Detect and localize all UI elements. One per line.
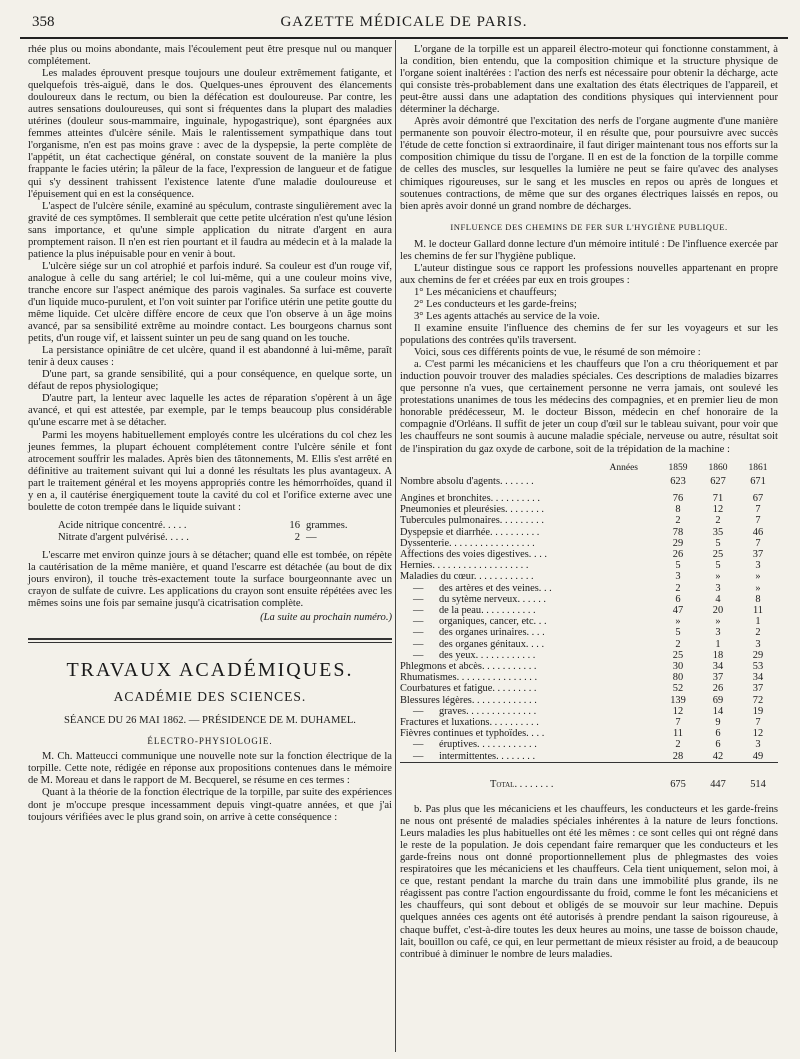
paragraph: D'une part, sa grande sensibilité, qui a pour conséquence, en quelque sorte, un défaut de repos physiologique;: [28, 369, 392, 393]
paragraph: rhée plus ou moins abondante, mais l'écoulement peut être presque nul ou manquer complétement.: [28, 44, 392, 68]
formula-quantity: 16: [289, 519, 300, 531]
cell: 69: [712, 694, 724, 706]
paragraph: Voici, sous ces différents points de vue, le résumé de son mémoire :: [414, 347, 701, 359]
cell: 12: [672, 705, 684, 717]
table-row: [400, 672, 778, 683]
table-total-row: [400, 767, 778, 790]
cell: 49: [752, 750, 764, 762]
paragraph: L'organe de la torpille est un appareil électro-moteur qui fonctionne constamment, à la condition, bien entendu, que la composition chimique et la structure physique de l'organe soient inaltérées : l'action des nerfs est nécessaire pour obtenir la décharge, acte qui consiste très-probablement dans une exaltation des états électriques de l'appareil, et peut-être aussi dans une adaptation des conditions physiques qui interviennent pour déterminer la décharge.: [400, 44, 778, 116]
row-label: Pneumonies et pleurésies. . . . . . . .: [400, 504, 545, 516]
cell: »: [755, 582, 761, 594]
cell: 7: [755, 537, 761, 549]
cell: 8: [675, 504, 681, 516]
table-row: [400, 751, 778, 763]
cell: 11: [672, 728, 683, 740]
paragraph: L'escarre met environ quinze jours à se détacher; quand elle est tombée, on répète la cautérisation de la même manière, et quand l'escarre est détachée (au bout de dix jours environ), il touche très-exactement toute la surface bourgeonnante avec un crayon de sulfate de cuivre. Les applications du crayon sont ensuite répétées avec les mêmes soins une fois par semaine jusqu'à cicatrisation complète.: [28, 549, 392, 610]
paragraph: Quant à la théorie de la fonction électrique de la torpille, par suite des expériences dont je m'occupe presque incessamment depuis vingt-quatre années, et que j'ai toujours vérifiées avec le plus grand soin, on arrive à cette conséquence :: [28, 787, 392, 823]
cell: 26: [672, 548, 684, 560]
formula-ingredient: Nitrate d'argent pulvérisé. . . . .: [58, 531, 189, 543]
cell: 11: [752, 604, 763, 616]
cell: 12: [712, 504, 724, 516]
cell: 2: [755, 627, 761, 639]
cell: 3: [755, 560, 761, 572]
cell: 3: [715, 582, 721, 594]
cell: 12: [752, 728, 764, 740]
paragraph: a. C'est parmi les mécaniciens et les chauffeurs que l'on a cru théoriquement et par induction pouvoir trouver des maladies spéciales. Ces descriptions de maladies bizarres que personne n'a vues, que certainement personne ne verra jamais, ont soulevé les protestations unanimes de tous les médecins des compagnies, et en premier lieu de mon honorable prédécesseur, M. le docteur Bisson, médecin en chef honoraire de la compagnie d'Orléans. Il suffit de jeter un coup d'œil sur le tableau suivant, pour voir que les chauffeurs ne sont soumis à aucune maladie spéciale, nerveuse ou autre, résultat soit de l'inspiration du gaz oxyde de carbone, soit de la trépidation de la machine :: [400, 359, 778, 455]
cell: 2: [675, 638, 681, 650]
table-row: [400, 583, 778, 594]
table-row: [400, 661, 778, 672]
row-label: — organiques, cancer, etc. . .: [400, 616, 547, 628]
row-label: — de la peau. . . . . . . . . . .: [400, 604, 536, 616]
paragraph: D'autre part, la lenteur avec laquelle les actes de réparation s'opèrent à un âge avancé, et qui est attestée, par exemple, par le temps beaucoup plus considérable qu'une escarre met à se détacher.: [28, 393, 392, 429]
table-row: [400, 695, 778, 706]
cell: 34: [752, 672, 764, 684]
formula-unit: grammes.: [306, 519, 348, 531]
table-header-year: 1860: [708, 462, 728, 473]
table-row: [400, 683, 778, 694]
subsection-title: ÉLECTRO-PHYSIOLOGIE.: [147, 736, 273, 747]
formula-line: [58, 520, 392, 532]
cell: 72: [752, 694, 764, 706]
formula-ingredient: Acide nitrique concentré. . . . .: [58, 519, 187, 531]
cell: 6: [715, 728, 721, 740]
cell: 37: [752, 683, 764, 695]
table-row: [400, 504, 778, 515]
formula-line: [58, 532, 392, 544]
cell: 7: [755, 717, 761, 729]
cell: 5: [675, 560, 681, 572]
paragraph: L'auteur distingue sous ce rapport les professions nouvelles appartenant en propre aux chemins de fer et créées par eux en trois groupes :: [400, 262, 778, 286]
row-label: Courbatures et fatigue. . . . . . . . .: [400, 683, 537, 695]
row-label: — graves. . . . . . . . . . . . . .: [400, 705, 537, 717]
cell: 6: [715, 739, 721, 751]
paragraph: Parmi les moyens habituellement employés contre les ulcérations du col chez les jeunes femmes, la plupart échouent complétement contre l'ulcère sénile et font atrocement souffrir les malades. Après bien des tâtonnements, M. Ellis s'est arrêté en définitive au traitement suivant qui lui a donné les résultats les plus avantageux. A part le traitement général et les moyens appropriés contre les hémorrhoïdes, quand il y en a, il cautérise énergiquement toute la cavité du col et l'orifice externe avec une boulette de coton trempée dans le liquide suivant :: [28, 429, 392, 513]
journal-title: GAZETTE MÉDICALE DE PARIS.: [280, 14, 528, 30]
row-label: Rhumatismes. . . . . . . . . . . . . . . .: [400, 672, 538, 684]
row-label: Dyspepsie et diarrhée. . . . . . . . . .: [400, 526, 540, 538]
table-row: [400, 594, 778, 605]
session-line: SÉANCE DU 26 MAI 1862. — PRÉSIDENCE DE M. DUHAMEL.: [64, 715, 356, 727]
row-label: Phlegmons et abcès. . . . . . . . . . .: [400, 661, 537, 672]
paragraph: La persistance opiniâtre de cet ulcère, quand il est abandonné à lui-même, paraît tenir à deux causes :: [28, 345, 392, 369]
page-number: 358: [32, 14, 55, 30]
cell: 7: [675, 717, 681, 729]
table-row: [400, 605, 778, 616]
table-row: [400, 616, 778, 627]
table-row: [400, 728, 778, 739]
cell: 53: [752, 661, 764, 672]
cell: 5: [675, 627, 681, 639]
cell: 35: [712, 526, 724, 538]
row-label: — intermittentes. . . . . . . .: [400, 750, 536, 762]
right-column: [400, 44, 778, 961]
row-label: Total. . . . . . . .: [490, 778, 554, 790]
cell: 52: [672, 683, 684, 695]
cell: 78: [672, 526, 684, 538]
paragraph: Il examine ensuite l'influence des chemins de fer sur les voyageurs et sur les populations des contrées qu'ils traversent.: [400, 323, 778, 347]
section-subtitle: ACADÉMIE DES SCIENCES.: [113, 689, 307, 705]
cell: 9: [715, 717, 721, 729]
paragraph: M. le docteur Gallard donne lecture d'un mémoire intitulé : De l'influence exercée par les chemins de fer sur l'hygiène publique.: [400, 238, 778, 262]
continued-note: (La suite au prochain numéro.): [260, 612, 392, 624]
list-item: 1° Les mécaniciens et chauffeurs;: [414, 286, 557, 298]
paragraph: L'aspect de l'ulcère sénile, examiné au spéculum, contraste singulièrement avec la gravité de ces symptômes. Il semblerait que cette petite ulcération n'est qu'une lésion sans importance, et qu'une simple application du nitrate d'argent en aura promptement raison. Il n'en est rien pourtant et il faudra au médecin et à la malade la patience la plus inépuisable pour en venir à bout.: [28, 200, 392, 260]
header-rule: [20, 37, 788, 39]
table-header-year: 1861: [748, 462, 768, 473]
cell: 8: [755, 593, 761, 605]
cell: 3: [675, 571, 681, 583]
paragraph: b. Pas plus que les mécaniciens et les chauffeurs, les conducteurs et les garde-freins ne nous ont présenté de maladies spéciales inhérentes à la nature de leurs fonctions. Leurs maladies les plus habituelles ont été les mêmes : ce sont celles qui ont régné dans le reste de la population. Je dois cependant faire remarquer que les conducteurs et les garde-freins nous ont donné proportionnellement plus de phlegmastes des voies respiratoires que les mécaniciens et les chauffeurs. Cela tient uniquement, selon moi, à ce que, restant pendant la marche du train dans une immobilité plus grande, ils ne réagissent pas contre l'action engourdissante du froid, comme le font les mécaniciens et les chauffeurs, qui sont debout et obligés de se mouvoir sur leur machine. Depuis quelques années ces agents ont été autorisés à prendre pendant la saison rigoureuse, à chaque buffet, c'est-à-dire toutes les deux heures au moins, une tasse de boisson chaude, lait, bouillon ou café, ce qui, en leur permettant de mieux résister au froid, a de beaucoup contribué à diminuer le nombre de leurs maladies.: [400, 804, 778, 960]
section-separator-thin: [28, 642, 392, 643]
cell: 29: [672, 537, 684, 549]
row-label: — éruptives. . . . . . . . . . . .: [400, 739, 537, 751]
column-divider: [395, 40, 396, 1052]
cell: 71: [712, 492, 724, 504]
cell: 30: [672, 661, 684, 672]
cell: »: [715, 571, 721, 583]
table-row: [400, 560, 778, 571]
cell: 2: [675, 515, 681, 527]
table-row: [400, 706, 778, 717]
list-item: 2° Les conducteurs et les garde-freins;: [414, 298, 577, 310]
cell: 671: [750, 475, 766, 487]
cell: »: [675, 616, 681, 628]
cell: 80: [672, 672, 684, 684]
cell: 18: [712, 649, 724, 661]
cell: 7: [755, 515, 761, 527]
cell: 46: [752, 526, 764, 538]
row-label: Hernies. . . . . . . . . . . . . . . . . . .: [400, 560, 529, 572]
cell: 5: [715, 537, 721, 549]
table-row: [400, 739, 778, 750]
formula-unit: —: [306, 531, 317, 543]
cell: 37: [752, 548, 764, 560]
row-label: Angines et bronchites. . . . . . . . . .: [400, 492, 540, 504]
list-item: 3° Les agents attachés au service de la voie.: [414, 310, 600, 322]
cell: 34: [712, 661, 724, 672]
cell: 67: [752, 492, 764, 504]
cell: 1: [755, 616, 761, 628]
section-title: TRAVAUX ACADÉMIQUES.: [66, 659, 354, 682]
cell: 25: [712, 548, 724, 560]
section-separator: [28, 638, 392, 640]
cell: »: [755, 571, 761, 583]
cell: 447: [710, 778, 726, 790]
cell: 1: [715, 638, 721, 650]
cell: 14: [712, 705, 724, 717]
cell: 3: [755, 739, 761, 751]
cell: 4: [715, 593, 721, 605]
table-row: [400, 493, 778, 504]
table-row: [400, 549, 778, 560]
row-label: — des organes urinaires. . . .: [400, 627, 545, 639]
cell: 627: [710, 475, 726, 487]
cell: 3: [715, 627, 721, 639]
table-header-year: 1859: [668, 462, 688, 473]
cell: 7: [755, 504, 761, 516]
row-label: Fractures et luxations. . . . . . . . . .: [400, 717, 539, 729]
cell: 2: [675, 582, 681, 594]
cell: 26: [712, 683, 724, 695]
paragraph: Après avoir démontré que l'excitation des nerfs de l'organe augmente d'une manière permanente son pouvoir électro-moteur, il en résulte que, pour poursuivre avec succès l'étude de cette fonction si extraordinaire, il faut diriger maintenant tous nos efforts sur la composition chimique du tissu de l'organe. Il en est de la fonction de la torpille comme de celles des muscles, sur lesquelles la lumière ne peut se faire qu'avec des analyses chimiques rigoureuses, sur le sang et les muscles en repos ou après de longues et soutenues contractions, de même que sur des organes électriques laissés en repos, ou bien après avoir donné un grand nombre de décharges.: [400, 116, 778, 212]
formula-quantity: 2: [294, 531, 300, 543]
cell: 514: [750, 778, 766, 790]
row-label: — des organes génitaux. . . .: [400, 638, 545, 650]
paragraph: Les malades éprouvent presque toujours une douleur extrêmement fatigante, et quelquefois très-aiguë, dans le dos. Quelques-unes éprouvent des élancements douloureux dans le rectum, ou bien la défécation est douloureuse. Par contre, les autres sensations douloureuses, qui sont si fréquentes dans la plupart des maladies utérines (douleur sous-mammaire, inguinale, hypogastrique), sont épargnées aux femmes atteintes d'ulcère sénile. Mais le ralentissement sympathique dans tout l'organisme, n'en est pas moins grave : avec de la dyspepsie, la perte complète de l'appétit, un état cachectique général, on constate souvent de la manière la plus frappante le facies utérin; la pâleur de la face, l'expression de langueur et de fatigue qui s'y dessinent trahissent l'existence latente d'une maladie douloureuse et l'épuisement qui en est la conséquence.: [28, 68, 392, 200]
row-label: Maladies du cœur. . . . . . . . . . . .: [400, 571, 534, 583]
row-label: Affections des voies digestives. . . .: [400, 548, 547, 560]
cell: 47: [672, 604, 684, 616]
table-row: [400, 650, 778, 661]
row-label: Blessures légères. . . . . . . . . . . . .: [400, 694, 537, 706]
table-row: [400, 538, 778, 549]
table-row: [400, 627, 778, 638]
illness-table: [400, 462, 778, 790]
cell: 20: [712, 604, 724, 616]
row-label: Nombre absolu d'agents. . . . . . .: [400, 475, 534, 487]
cell: 29: [752, 649, 764, 661]
row-label: Fièvres continues et typhoïdes. . . .: [400, 728, 545, 740]
cell: 2: [675, 739, 681, 751]
cell: 5: [715, 560, 721, 572]
cell: 6: [675, 593, 681, 605]
row-label: — des artères et des veines. . .: [400, 582, 552, 594]
group-list: [400, 287, 778, 323]
row-label: — des yeux. . . . . . . . . . . .: [400, 649, 536, 661]
cell: 139: [670, 694, 686, 706]
table-row: [400, 476, 778, 487]
cell: »: [715, 616, 721, 628]
table-row: [400, 515, 778, 526]
prescription-formula: [58, 520, 392, 544]
cell: 25: [672, 649, 684, 661]
paragraph: L'ulcère siége sur un col atrophié et parfois induré. Sa couleur est d'un rouge vif, analogue à celle du sang artériel; le col lui-même, qui a une couleur moins vive, tranche encore sur l'aspect anémique des parois vaginales. Sa surface est couverte d'un liquide muco-purulent, et l'on voit suinter par l'orifice utérin une petite goutte du même liquide. Cet ulcère diffère encore de ceux que l'on observe à un âge moins avancé, par sa sensibilité extrême au moindre contact. Les bourgeons charnus sont petits, d'un rouge vif, et laissent suinter un peu de sang quand on les touche.: [28, 260, 392, 345]
cell: 19: [752, 705, 764, 717]
table-row: [400, 639, 778, 650]
cell: 2: [715, 515, 721, 527]
table-row: [400, 527, 778, 538]
cell: 42: [712, 750, 724, 762]
table-header-row: [400, 462, 778, 476]
paragraph: M. Ch. Matteucci communique une nouvelle note sur la fonction électrique de la torpille. Cette note, rédigée en réponse aux propositions contenues dans le mémoire de M. Moreau et dans le rapport de M. Becquerel, se résume en ces termes :: [28, 751, 392, 787]
page-header: [20, 14, 788, 34]
cell: 3: [755, 638, 761, 650]
left-column: [28, 44, 392, 824]
table-row: [400, 571, 778, 582]
row-label: Dyssenterie. . . . . . . . . . . . . . . . .: [400, 537, 535, 549]
cell: 675: [670, 778, 686, 790]
table-header-label: Années: [609, 462, 638, 473]
cell: 28: [672, 750, 684, 762]
cell: 76: [672, 492, 684, 504]
row-label: Tubercules pulmonaires. . . . . . . . .: [400, 515, 544, 527]
article-heading: INFLUENCE DES CHEMINS DE FER SUR L'HYGIÈNE PUBLIQUE.: [450, 221, 728, 232]
table-row: [400, 717, 778, 728]
cell: 623: [670, 475, 686, 487]
cell: 37: [712, 672, 724, 684]
row-label: — du sytème nerveux. . . . . .: [400, 593, 547, 605]
